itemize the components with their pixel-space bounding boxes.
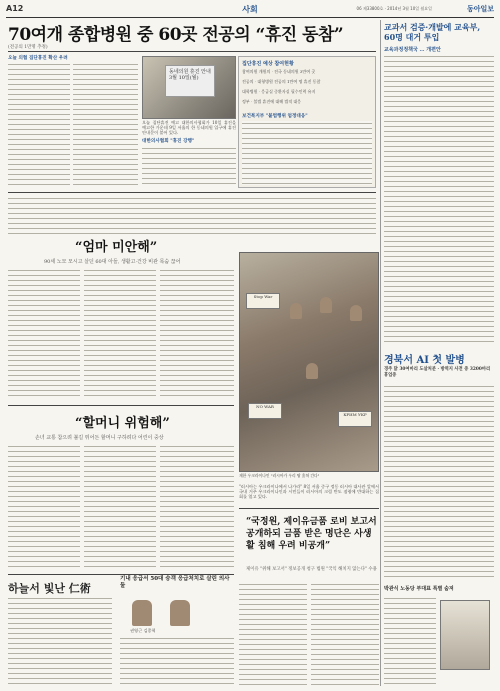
column-title: 하늘서 빛난 仁術 xyxy=(8,582,91,595)
issue-meta: 06 제33800호 · 2014년 3월 10일 월요일 xyxy=(356,6,432,11)
portrait-photo xyxy=(440,600,490,670)
article-column xyxy=(384,54,494,344)
article-column xyxy=(8,268,80,400)
article-column xyxy=(73,62,138,188)
article-column xyxy=(311,582,379,686)
doctor-caption: 권영근 김종혁 xyxy=(130,628,156,633)
article-column xyxy=(160,444,234,570)
article-column xyxy=(239,582,307,686)
person xyxy=(306,363,318,379)
section-label: 사회 xyxy=(242,5,258,14)
person xyxy=(320,297,332,313)
protest-photo xyxy=(239,252,379,472)
protest-sign: КРИМ УКР xyxy=(338,411,372,427)
mom-headline: “엄마 미안해” xyxy=(75,240,158,255)
clinic-sign: 동네의원 휴진 안내 3월 10일(월) xyxy=(165,65,215,97)
info-row: 전공의 · 대형병원 전공의 1만여 명 휴진 동참 xyxy=(242,79,321,84)
divider xyxy=(8,51,376,52)
column-kicker: 보건복지부 "불법행위 엄정대응" xyxy=(242,114,308,119)
page-number: A12 xyxy=(6,4,24,13)
divider xyxy=(8,192,376,193)
mom-subhead: 90세 노모 모시고 살던 60대 아들, 생활고·건강 비관 목숨 끊어 xyxy=(44,259,181,265)
article-column xyxy=(8,596,112,686)
column-kicker: 대한의사협회 "휴진 강행" xyxy=(142,139,195,144)
info-box xyxy=(238,56,376,188)
person xyxy=(290,303,302,319)
clinic-photo xyxy=(142,56,236,119)
article-column xyxy=(142,146,236,188)
article-column xyxy=(384,384,494,580)
protest-sign: Stop War xyxy=(246,293,280,309)
article-column xyxy=(384,596,436,686)
article-column xyxy=(84,268,156,400)
info-row: 대학병원 · 응급실 중환자실 필수인력 유지 xyxy=(242,89,316,94)
protest-caption-detail: "러시아는 우크라이나에서 나가라" 8일 서울 중구 정동 러시아 대사관 앞에서 국내 거주 우크라이나인과 시민들이 러시아의 크림 반도 점령에 반대하는 집회를 열고 있다. xyxy=(239,484,379,500)
article-column xyxy=(242,121,372,185)
divider xyxy=(8,574,234,575)
doctor-photo xyxy=(170,600,190,626)
main-subline: (전공의 1만명 추정) xyxy=(8,45,48,50)
main-headline: 70여개 종합병원 중 60곳 전공의 “휴진 동참” xyxy=(8,25,344,45)
grandma-headline: “할머니 위험해” xyxy=(75,416,170,431)
doctor-photo xyxy=(132,600,152,626)
newspaper-logo: 동아일보 xyxy=(466,5,494,13)
protest-sign: NO WAR xyxy=(248,403,282,419)
article-column xyxy=(160,268,234,400)
article-column xyxy=(8,444,80,570)
article-column xyxy=(84,444,156,570)
right-subhead: 교육과정정책국 … 개편안 xyxy=(384,47,441,53)
bottom-headline: 박관식 노동당 부대표 특별 숨져 xyxy=(384,586,454,592)
person xyxy=(350,305,362,321)
info-box-title: 집단휴진 예상 참여현황 xyxy=(242,61,294,67)
column-divider xyxy=(380,20,381,686)
page-header xyxy=(6,4,494,18)
info-row: 정부 · 불법 휴진에 대해 법적 대응 xyxy=(242,99,302,104)
grandma-subhead: 손녀 교통 참으려 불길 뛰어든 할머니 구하려다 어린이 중상 xyxy=(35,435,164,441)
nis-headline: “국정원, 제이유금품 로비 보고서 공개하되 금품 받은 명단은 사생활 침해 우려 비공개” xyxy=(246,517,377,551)
protest-caption: 재한 우크라이나인 "러시아가 우리 땅 훔쳐 간다" xyxy=(239,473,320,478)
photo-caption: 오늘 집단휴진 예고 대한의사협회가 10일 휴진을 예고한 가운데 9일 서울의 한 동네의원 입구에 휴진 안내문이 붙어 있다. xyxy=(142,120,236,135)
nis-subhead: 제이유 "위해 보고서" 정보공개 청구 법원 "국익 해치지 않는다" 수용 xyxy=(246,567,377,572)
lead-kicker: 오늘 의협 집단휴진 확산 우려 xyxy=(8,56,68,61)
ai-headline: 경북서 AI 첫 발병 xyxy=(384,355,465,366)
divider xyxy=(8,405,234,406)
info-row: 참여의원 개원의 · 전국 동네의원 3만여 곳 xyxy=(242,69,316,74)
article-column xyxy=(8,196,376,236)
column-subtitle: 기내 응급서 50대 승객 응급처치로 살린 의사 둘 xyxy=(120,576,230,589)
right-headline: 교과서 검증·개발에 교육부, 60명 대거 투입 xyxy=(384,22,481,42)
article-column xyxy=(120,636,234,686)
article-column xyxy=(8,62,70,188)
ai-subhead: 경주 닭 30여마리 도살처분 · 방역지 사전 중 3200마리 휴업중 xyxy=(384,367,491,378)
divider xyxy=(239,508,379,509)
